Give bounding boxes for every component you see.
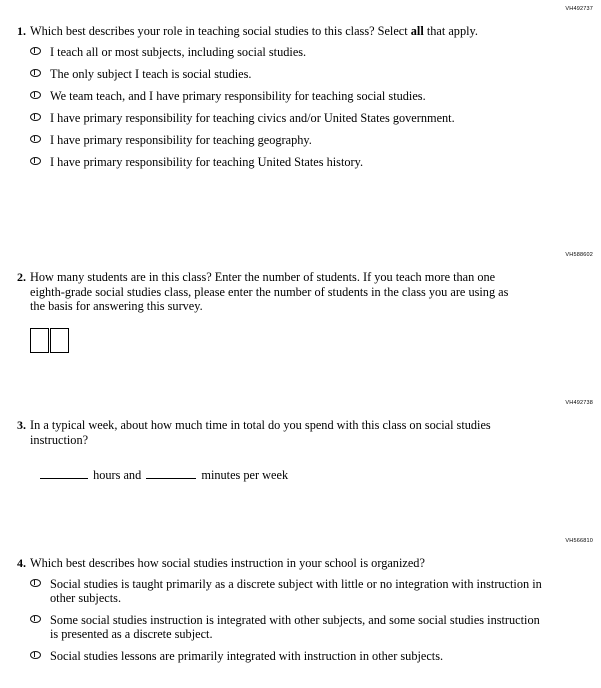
option-item[interactable] <box>30 45 541 60</box>
question-1-text-part2: that apply. <box>423 24 478 38</box>
question-block-1 <box>0 6 601 177</box>
option-item[interactable] <box>30 111 541 126</box>
option-item[interactable] <box>30 649 551 664</box>
radio-bubble-icon[interactable] <box>30 47 41 55</box>
question-1-header <box>0 24 601 39</box>
option-item[interactable] <box>30 133 541 148</box>
digit-box[interactable] <box>50 328 69 353</box>
radio-bubble-icon[interactable] <box>30 135 41 143</box>
question-id-3: VH492738 <box>565 400 593 406</box>
question-id-4: VH566810 <box>565 538 593 544</box>
minutes-input[interactable] <box>146 467 196 479</box>
radio-bubble-icon[interactable] <box>30 69 41 77</box>
option-label: Some social studies instruction is integrated with other subjects, and some social studies instruction is presented as a discrete subject. <box>50 612 540 641</box>
hours-label: hours and <box>93 468 142 482</box>
question-block-4 <box>0 538 601 671</box>
question-id-2: VH588602 <box>565 252 593 258</box>
question-2-answer-boxes[interactable] <box>30 328 601 358</box>
option-item[interactable] <box>30 577 551 606</box>
question-2-text: How many students are in this class? Enter the number of students. If you teach more than one eighth-grade social studies class, please enter the number of students in the class you are using as the basis for answering this survey. <box>30 270 509 313</box>
minutes-label: minutes per week <box>201 468 289 482</box>
question-number-1: 1. <box>17 24 26 38</box>
question-4-header <box>0 556 601 571</box>
option-label: Social studies lessons are primarily integrated with instruction in other subjects. <box>50 648 444 663</box>
question-4-options <box>0 577 601 664</box>
question-block-3 <box>0 400 601 483</box>
question-block-2 <box>0 252 601 358</box>
question-1-text <box>30 24 531 39</box>
option-label: I have primary responsibility for teaching United States history. <box>50 154 364 169</box>
option-item[interactable] <box>30 89 541 104</box>
radio-bubble-icon[interactable] <box>30 91 41 99</box>
digit-box[interactable] <box>30 328 49 353</box>
option-label: I have primary responsibility for teaching geography. <box>50 132 312 147</box>
radio-bubble-icon[interactable] <box>30 113 41 121</box>
question-3-header <box>0 418 601 447</box>
question-id-1: VH492737 <box>565 6 593 12</box>
option-item[interactable] <box>30 67 541 82</box>
radio-bubble-icon[interactable] <box>30 615 41 623</box>
question-3-text: In a typical week, about how much time in total do you spend with this class on social studies instruction? <box>30 418 491 447</box>
hours-input[interactable] <box>40 467 88 479</box>
question-1-bold-word: all <box>410 24 424 38</box>
radio-bubble-icon[interactable] <box>30 579 41 587</box>
question-1-options <box>0 45 601 170</box>
option-label: We team teach, and I have primary responsibility for teaching social studies. <box>50 88 426 103</box>
radio-bubble-icon[interactable] <box>30 157 41 165</box>
question-1-text-part1: Which best describes your role in teaching social studies to this class? Select <box>30 24 411 38</box>
option-label: The only subject I teach is social studies. <box>50 66 252 81</box>
question-number-2: 2. <box>17 270 26 284</box>
question-3-fill-in <box>38 467 601 483</box>
question-4-text: Which best describes how social studies instruction in your school is organized? <box>30 556 425 570</box>
radio-bubble-icon[interactable] <box>30 651 41 659</box>
option-label: Social studies is taught primarily as a discrete subject with little or no integration with instruction in other subjects. <box>50 576 542 605</box>
question-number-3: 3. <box>17 418 26 432</box>
option-label: I teach all or most subjects, including social studies. <box>50 44 307 59</box>
option-item[interactable] <box>30 155 541 170</box>
option-item[interactable] <box>30 613 551 642</box>
option-label: I have primary responsibility for teaching civics and/or United States government. <box>50 110 455 125</box>
question-2-header <box>0 270 601 314</box>
question-number-4: 4. <box>17 556 26 570</box>
